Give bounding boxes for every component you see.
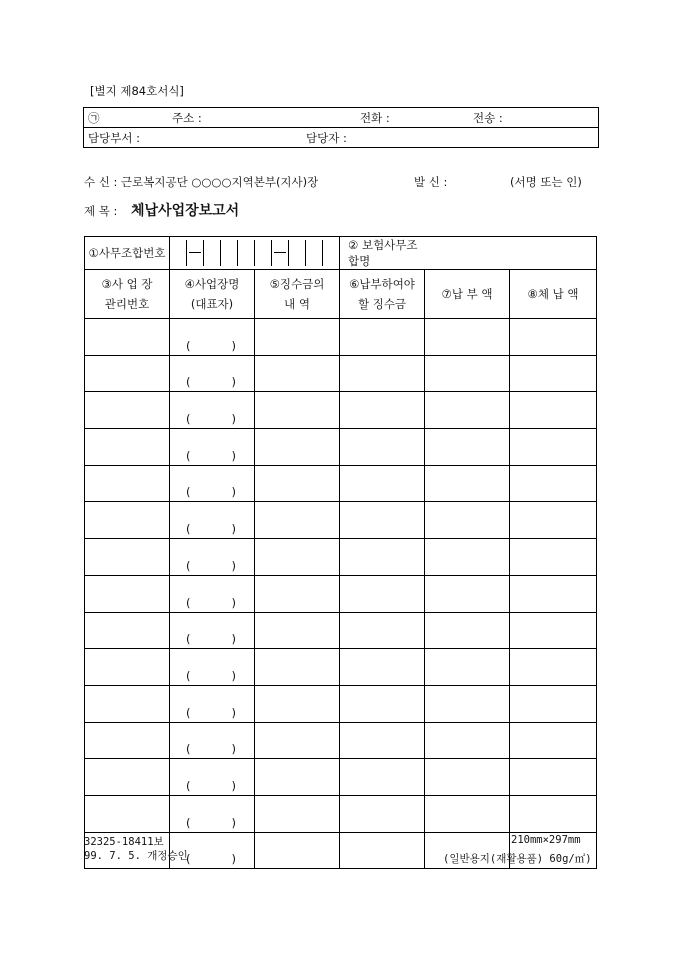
paren-open: ( [186, 558, 191, 573]
signature-label: (서명 또는 인) [510, 175, 582, 189]
phone-label: 전화 : [360, 111, 390, 125]
header-collection-details: ⑤징수금의 내 역 [255, 270, 340, 319]
header-workplace-name: ④사업장명 (대표자) [170, 270, 255, 319]
subject-label: 제 목 : [84, 204, 118, 218]
workplace-number-cell[interactable] [85, 319, 170, 356]
collection-details-cell[interactable] [255, 759, 340, 796]
paid-amount-cell[interactable] [425, 685, 510, 722]
paid-amount-cell[interactable] [425, 502, 510, 539]
paren-close: ) [231, 412, 236, 427]
paid-amount-cell[interactable] [425, 759, 510, 796]
amount-due-cell[interactable] [340, 355, 425, 392]
collection-details-cell[interactable] [255, 465, 340, 502]
paren-open: ( [186, 632, 191, 647]
paren-open: ( [186, 522, 191, 537]
amount-due-cell[interactable] [340, 685, 425, 722]
paren-open: ( [186, 852, 191, 867]
table-row [85, 355, 597, 392]
paren-close: ) [231, 742, 236, 757]
paid-amount-cell[interactable] [425, 429, 510, 466]
table-row [85, 685, 597, 722]
workplace-number-cell[interactable] [85, 722, 170, 759]
table-row [85, 539, 597, 576]
header-workplace-number: ③사 업 장 관리번호 [85, 270, 170, 319]
delinquent-amount-cell[interactable] [510, 465, 597, 502]
delinquent-amount-cell[interactable] [510, 759, 597, 796]
delinquent-amount-cell[interactable] [510, 429, 597, 466]
agency-number-boxes [170, 237, 340, 270]
recipient-line: 수 신 : 근로복지공단 ○○○○지역본부(지사)장 [84, 175, 319, 189]
workplace-number-cell[interactable] [85, 795, 170, 832]
delinquent-amount-cell[interactable] [510, 685, 597, 722]
paid-amount-cell[interactable] [425, 649, 510, 686]
table-row [85, 502, 597, 539]
collection-details-cell[interactable] [255, 539, 340, 576]
amount-due-cell[interactable] [340, 392, 425, 429]
paren-open: ( [186, 742, 191, 757]
workplace-name-cell[interactable] [170, 392, 255, 429]
delinquent-amount-cell[interactable] [510, 355, 597, 392]
amount-due-cell[interactable] [340, 539, 425, 576]
insurance-agency-name-label: ② 보험사무조합명 [340, 237, 425, 270]
table-row [85, 319, 597, 356]
paid-amount-cell[interactable] [425, 612, 510, 649]
table-row [85, 575, 597, 612]
table-row [85, 429, 597, 466]
paren-open: ( [186, 595, 191, 610]
address-label: 주소 : [172, 111, 202, 125]
header-paid-amount: ⑦납 부 액 [425, 270, 510, 319]
document-title: 체납사업장보고서 [131, 203, 240, 219]
agency-number-label: ①사무조합번호 [85, 237, 170, 270]
table-row [85, 722, 597, 759]
collection-details-cell[interactable] [255, 502, 340, 539]
collection-details-cell[interactable] [255, 795, 340, 832]
collection-details-cell[interactable] [255, 392, 340, 429]
collection-details-cell[interactable] [255, 319, 340, 356]
collection-details-cell[interactable] [255, 832, 340, 869]
amount-due-cell[interactable] [340, 832, 425, 869]
workplace-name-cell[interactable] [170, 319, 255, 356]
paid-amount-cell[interactable] [425, 795, 510, 832]
header-delinquent-amount: ⑧체 납 액 [510, 270, 597, 319]
workplace-name-cell[interactable] [170, 722, 255, 759]
paper-size: 210mm×297mm [511, 834, 581, 846]
amount-due-cell[interactable] [340, 649, 425, 686]
paren-close: ) [231, 522, 236, 537]
workplace-number-cell[interactable] [85, 465, 170, 502]
paid-amount-cell[interactable] [425, 355, 510, 392]
amount-due-cell[interactable] [340, 722, 425, 759]
amount-due-cell[interactable] [340, 502, 425, 539]
workplace-name-cell[interactable] [170, 759, 255, 796]
insurance-agency-name-field[interactable] [425, 237, 597, 270]
person-in-charge-label: 담당자 : [306, 131, 347, 145]
paid-amount-cell[interactable] [425, 465, 510, 502]
collection-details-cell[interactable] [255, 649, 340, 686]
paren-open: ( [186, 778, 191, 793]
workplace-number-cell[interactable] [85, 575, 170, 612]
paren-close: ) [231, 815, 236, 830]
fax-label: 전송 : [473, 111, 503, 125]
table-row [85, 759, 597, 796]
approval-date: 99. 7. 5. 개정승인 [84, 850, 188, 862]
delinquent-amount-cell[interactable] [510, 722, 597, 759]
collection-details-cell[interactable] [255, 722, 340, 759]
workplace-name-cell[interactable] [170, 795, 255, 832]
paper-spec: (일반용지(재활용품) 60g/㎡) [443, 853, 592, 865]
paren-open: ( [186, 485, 191, 500]
paren-close: ) [231, 558, 236, 573]
amount-due-cell[interactable] [340, 795, 425, 832]
paren-close: ) [231, 668, 236, 683]
collection-details-cell[interactable] [255, 612, 340, 649]
form-code: 32325-18411보 [84, 836, 164, 848]
delinquent-amount-cell[interactable] [510, 575, 597, 612]
paren-close: ) [231, 778, 236, 793]
paren-open: ( [186, 375, 191, 390]
amount-due-cell[interactable] [340, 465, 425, 502]
table-row [85, 795, 597, 832]
workplace-name-cell[interactable] [170, 649, 255, 686]
amount-due-cell[interactable] [340, 575, 425, 612]
department-label: 담당부서 : [88, 131, 140, 145]
workplace-number-cell[interactable] [85, 392, 170, 429]
delinquency-table [84, 236, 597, 869]
workplace-name-cell[interactable] [170, 685, 255, 722]
workplace-number-cell[interactable] [85, 685, 170, 722]
paren-open: ( [186, 338, 191, 353]
delinquent-amount-cell[interactable] [510, 649, 597, 686]
delinquent-amount-cell[interactable] [510, 319, 597, 356]
workplace-name-cell[interactable] [170, 502, 255, 539]
amount-due-cell[interactable] [340, 429, 425, 466]
table-row [85, 612, 597, 649]
paren-close: ) [231, 375, 236, 390]
workplace-name-cell[interactable] [170, 355, 255, 392]
collection-details-cell[interactable] [255, 575, 340, 612]
amount-due-cell[interactable] [340, 759, 425, 796]
paren-open: ( [186, 448, 191, 463]
collection-details-cell[interactable] [255, 355, 340, 392]
table-row [85, 465, 597, 502]
header-amount-due: ⑥납부하여야 할 징수금 [340, 270, 425, 319]
workplace-name-cell[interactable] [170, 612, 255, 649]
paren-open: ( [186, 412, 191, 427]
paren-close: ) [231, 485, 236, 500]
workplace-number-cell[interactable] [85, 355, 170, 392]
workplace-name-cell[interactable] [170, 429, 255, 466]
workplace-name-cell[interactable] [170, 465, 255, 502]
workplace-number-cell[interactable] [85, 502, 170, 539]
paren-close: ) [231, 448, 236, 463]
delinquent-amount-cell[interactable] [510, 539, 597, 576]
form-label: [별지 제84호서식] [90, 84, 184, 98]
workplace-name-cell[interactable] [170, 575, 255, 612]
table-row [85, 392, 597, 429]
sender-label: 발 신 : [414, 175, 448, 189]
sender-info-box [83, 107, 599, 148]
paren-close: ) [231, 632, 236, 647]
workplace-number-cell[interactable] [85, 539, 170, 576]
amount-due-cell[interactable] [340, 612, 425, 649]
seal-mark: ㉠ [88, 111, 100, 125]
delinquent-amount-cell[interactable] [510, 612, 597, 649]
paid-amount-cell[interactable] [425, 722, 510, 759]
paren-close: ) [231, 852, 236, 867]
workplace-number-cell[interactable] [85, 759, 170, 796]
paren-open: ( [186, 705, 191, 720]
workplace-number-cell[interactable] [85, 429, 170, 466]
collection-details-cell[interactable] [255, 429, 340, 466]
table-row [85, 649, 597, 686]
paren-open: ( [186, 815, 191, 830]
delinquent-amount-cell[interactable] [510, 502, 597, 539]
paid-amount-cell[interactable] [425, 575, 510, 612]
collection-details-cell[interactable] [255, 685, 340, 722]
paren-close: ) [231, 595, 236, 610]
delinquent-amount-cell[interactable] [510, 392, 597, 429]
paren-close: ) [231, 705, 236, 720]
paid-amount-cell[interactable] [425, 319, 510, 356]
delinquent-amount-cell[interactable] [510, 795, 597, 832]
paid-amount-cell[interactable] [425, 539, 510, 576]
paid-amount-cell[interactable] [425, 392, 510, 429]
amount-due-cell[interactable] [340, 319, 425, 356]
workplace-number-cell[interactable] [85, 612, 170, 649]
workplace-number-cell[interactable] [85, 649, 170, 686]
paren-close: ) [231, 338, 236, 353]
paren-open: ( [186, 668, 191, 683]
workplace-name-cell[interactable] [170, 539, 255, 576]
